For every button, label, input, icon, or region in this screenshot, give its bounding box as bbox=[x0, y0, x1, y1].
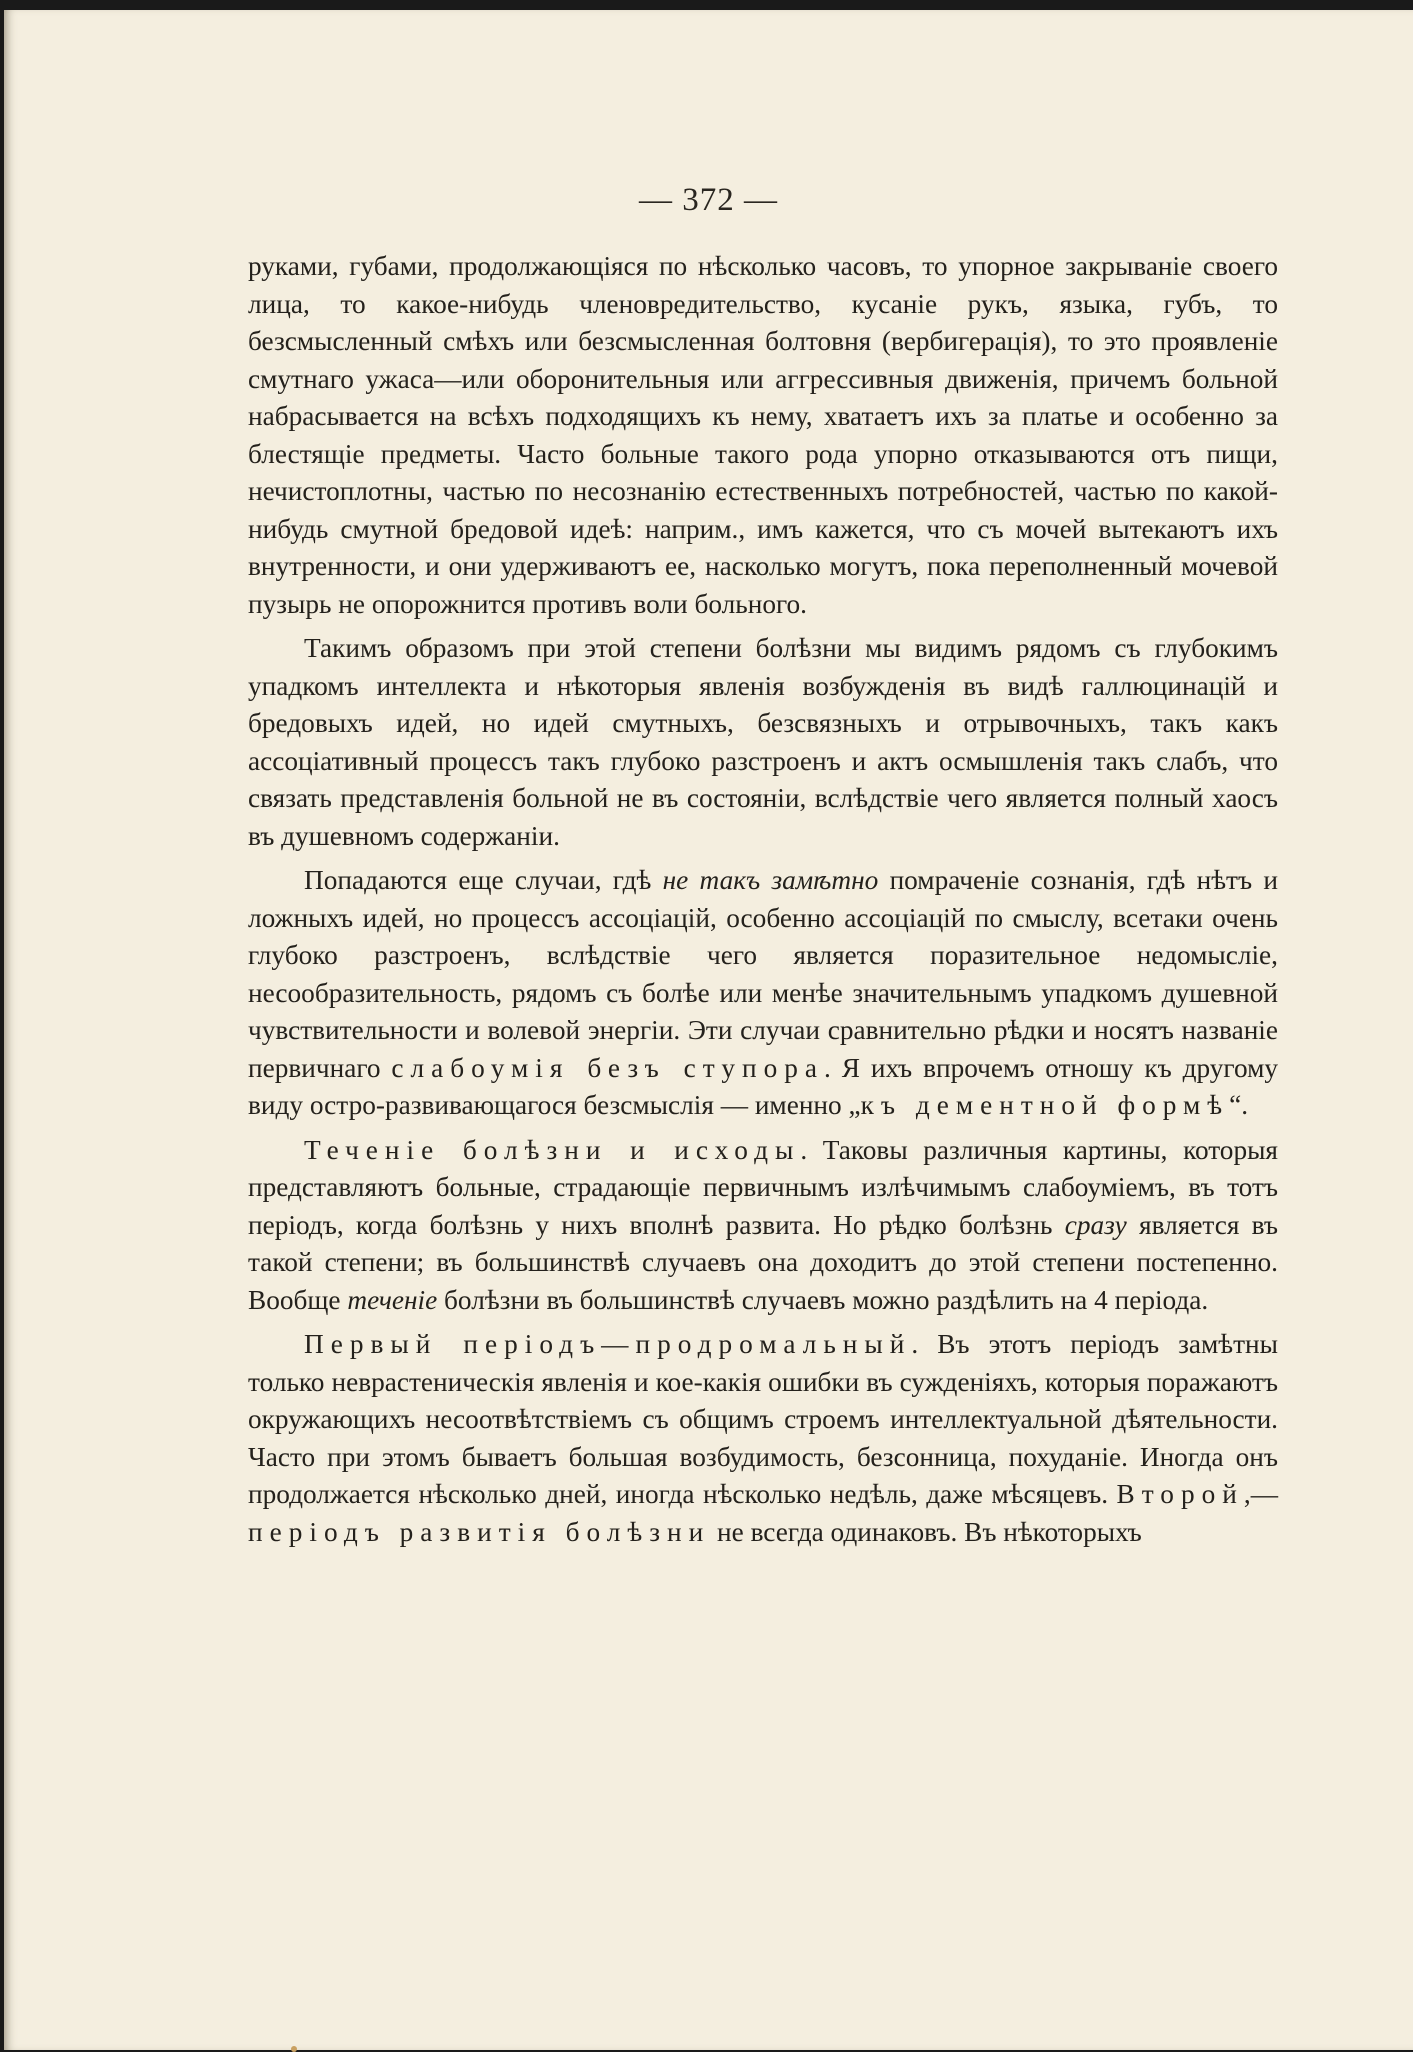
spaced-emphasis-text: къ дементной формѣ bbox=[860, 1090, 1230, 1120]
text-run: не всегда одинаковъ. Въ нѣкоторыхъ bbox=[710, 1516, 1142, 1547]
text-run: Попадаются еще случаи, гдѣ bbox=[304, 865, 663, 895]
paragraph bbox=[248, 248, 1278, 623]
page-number: — 372 — bbox=[639, 182, 778, 218]
text-run: Такимъ образомъ при этой степени болѣзни мы видимъ рядомъ съ глубокимъ упадкомъ интеллекта и нѣкоторыя явленія возбужденія въ видѣ галлюцинацій и бредовыхъ идей, но идей смутныхъ, безсвязныхъ и отрывочныхъ, такъ какъ ассоціативный процессъ такъ глубоко разстроенъ и актъ осмышленія такъ слабъ, что связать представленія больной не въ состояніи, вслѣдствіе чего является полный хаосъ въ душевномъ содержаніи. bbox=[248, 633, 1278, 851]
paper-mark bbox=[291, 2046, 297, 2052]
page-body-text bbox=[248, 248, 1278, 1558]
spaced-emphasis-text: слабоумія безъ ступора bbox=[391, 1052, 825, 1083]
italic-text: сразу bbox=[1064, 1209, 1127, 1240]
text-run: помраченіе сознанія, гдѣ нѣтъ и ложныхъ идей, но процессъ ассоціацій, особенно ассоціацій по смыслу, всетаки очень глубоко разстроенъ, вслѣдствіе чего является поразительное недомысліе, несообразительность, рядомъ съ болѣе или менѣе значительнымъ упадкомъ душевной чувствительности и волевой энергіи. Эти случаи сравнительно рѣдки и носятъ названіе первичнаго bbox=[248, 865, 1278, 1083]
italic-text: не такъ замѣтно bbox=[662, 865, 879, 895]
spaced-emphasis-text: Второй bbox=[1116, 1479, 1244, 1509]
text-run: ,— bbox=[1243, 1479, 1278, 1509]
text-run: болѣзни въ большинствѣ случаевъ можно раздѣлить на 4 періода. bbox=[437, 1284, 1209, 1315]
spaced-emphasis-text: періодъ развитія болѣзни bbox=[248, 1516, 711, 1547]
italic-text: теченіе bbox=[347, 1284, 438, 1315]
text-run: руками, губами, продолжающіяся по нѣсколько часовъ, то упорное закрываніе своего лица, то какое-нибудь членовредительство, кусаніе рукъ, языка, губъ, то безсмысленный смѣхъ или безсмысленная болтовня (вербигерація), то это проявленіе смутнаго ужаса—или оборонительныя или аггрессивныя движенія, причемъ больной набрасывается на всѣхъ подходящихъ къ нему, хватаетъ ихъ за платье и особенно за блестящіе предметы. Часто больные такого рода упорно отказываются отъ пищи, нечистоплотны, частью по несознанію естественныхъ потребностей, частью по какой-нибудь смутной бредовой идеѣ: наприм., имъ кажется, что съ мочей вытекаютъ ихъ внутренности, и они удерживаютъ ее, насколько могутъ, пока переполненный мочевой пузырь не опорожнится противъ воли больного. bbox=[248, 251, 1278, 619]
paragraph bbox=[248, 1326, 1278, 1551]
text-run: . Въ этотъ періодъ замѣтны только неврастеническія явленія и кое-какія ошибки въ сужденіяхъ, которыя поражаютъ окружающихъ несоотвѣтствіемъ съ общимъ строемъ интеллектуальной дѣятельности. Часто при этомъ бываетъ большая возбудимость, безсонница, похуданіе. Иногда онъ продолжается нѣсколько дней, иногда нѣсколько недѣль, даже мѣсяцевъ. bbox=[248, 1329, 1278, 1509]
book-page bbox=[4, 10, 1413, 2050]
spaced-emphasis-text: Теченіе болѣзни и исходы bbox=[304, 1134, 801, 1165]
spaced-emphasis-text: Первый періодъ—продромальный bbox=[304, 1329, 912, 1359]
text-run: . Таковы различныя картины, которыя представляютъ больные, страдающіе первичнымъ излѣчимымъ слабоуміемъ, въ тотъ періодъ, когда болѣзнь у нихъ вполнѣ развита. Но рѣдко болѣзнь bbox=[248, 1134, 1278, 1240]
text-run: . Я ихъ впрочемъ отношу къ другому виду остро-развивающагося безсмыслія — именно „ bbox=[248, 1052, 1279, 1120]
paragraph bbox=[248, 630, 1278, 855]
text-run: является въ такой степени; въ большинствѣ случаевъ она доходитъ до этой степени постепенно. Вообще bbox=[248, 1209, 1278, 1315]
paragraph bbox=[248, 1132, 1278, 1320]
text-run: “. bbox=[1229, 1090, 1249, 1120]
paragraph bbox=[248, 862, 1278, 1125]
